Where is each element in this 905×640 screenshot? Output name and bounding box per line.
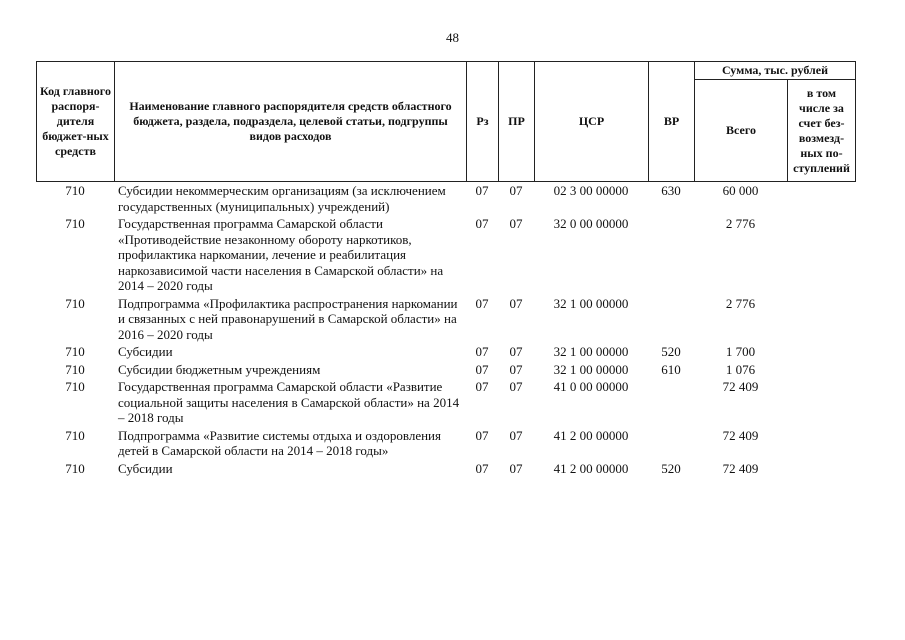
table-row: [36, 214, 855, 294]
cell-pr: 07: [509, 460, 523, 476]
table-row: [36, 342, 855, 360]
header-total: Всего: [695, 80, 788, 182]
cell-code: 710: [65, 379, 85, 394]
table-row: [36, 183, 855, 214]
cell-rz: 07: [475, 379, 489, 394]
table-row: [36, 426, 855, 459]
cell-code: 710: [65, 216, 85, 231]
cell-incl: [787, 426, 855, 459]
cell-total: 1 076: [725, 361, 756, 377]
cell-name: Субсидии: [118, 344, 173, 359]
header-rz: Рз: [467, 62, 499, 182]
cell-incl: [787, 459, 855, 477]
cell-vr: 610: [661, 361, 681, 377]
cell-vr: 520: [661, 344, 681, 359]
cell-csr: 41 2 00 00000: [553, 460, 629, 476]
cell-vr: [648, 377, 694, 426]
cell-incl: [787, 342, 855, 360]
cell-total: 2 776: [725, 295, 756, 311]
cell-pr: 07: [509, 344, 523, 359]
cell-csr: 02 3 00 00000: [553, 183, 629, 198]
cell-pr: 07: [509, 183, 523, 198]
cell-pr: 07: [509, 361, 523, 377]
cell-name: Подпрограмма «Профилактика распространения наркомании и связанных с ней правонарушений в Самарской области» на 2016 – 2020 годы: [118, 295, 458, 342]
header-incl: в том числе за счет без-возмезд-ных по-ступлений: [788, 80, 856, 182]
cell-pr: 07: [509, 295, 523, 311]
cell-vr: [648, 294, 694, 343]
cell-csr: 41 0 00 00000: [553, 379, 629, 394]
cell-total: 2 776: [725, 216, 756, 231]
cell-csr: 32 0 00 00000: [553, 216, 629, 231]
cell-name: Государственная программа Самарской области «Развитие социальной защиты населения в Самарской области» на 2014 – 2018 годы: [118, 379, 460, 425]
cell-incl: [787, 377, 855, 426]
cell-incl: [787, 294, 855, 343]
data-table: [36, 183, 855, 476]
table-row: [36, 459, 855, 477]
header-code: Код главного распоря-дителя бюджет-ных средств: [37, 62, 115, 182]
cell-rz: 07: [475, 216, 489, 231]
cell-incl: [787, 360, 855, 378]
cell-code: 710: [65, 295, 85, 311]
cell-code: 710: [65, 361, 85, 377]
header-pr: ПР: [499, 62, 535, 182]
cell-csr: 32 1 00 00000: [553, 344, 629, 359]
cell-total: 1 700: [725, 344, 756, 359]
cell-vr: [648, 214, 694, 294]
cell-rz: 07: [475, 183, 489, 198]
cell-code: 710: [65, 344, 85, 359]
cell-name: Субсидии некоммерческим организациям (за исключением государственных (муниципальных) учреждений): [118, 183, 446, 214]
cell-total: 72 409: [722, 427, 759, 443]
cell-rz: 07: [475, 427, 489, 443]
cell-incl: [787, 214, 855, 294]
cell-total: 60 000: [722, 183, 759, 198]
cell-rz: 07: [475, 361, 489, 377]
table-header: [36, 61, 856, 182]
cell-pr: 07: [509, 379, 523, 394]
table-row: [36, 360, 855, 378]
cell-pr: 07: [509, 216, 523, 231]
cell-name: Субсидии бюджетным учреждениям: [118, 361, 321, 377]
cell-csr: 41 2 00 00000: [553, 427, 629, 443]
cell-csr: 32 1 00 00000: [553, 361, 629, 377]
header-name: Наименование главного распорядителя средств областного бюджета, раздела, подраздела, целевой статьи, подгруппы видов расходов: [115, 62, 467, 182]
cell-name: Подпрограмма «Развитие системы отдыха и оздоровления детей в Самарской области на 2014 – 2018 годы»: [118, 427, 441, 458]
table-row: [36, 377, 855, 426]
cell-code: 710: [65, 427, 85, 443]
cell-code: 710: [65, 460, 85, 476]
cell-rz: 07: [475, 344, 489, 359]
cell-incl: [787, 183, 855, 214]
header-csr: ЦСР: [535, 62, 649, 182]
cell-code: 710: [65, 183, 85, 198]
table-row: [36, 294, 855, 343]
cell-csr: 32 1 00 00000: [553, 295, 629, 311]
cell-rz: 07: [475, 295, 489, 311]
cell-total: 72 409: [722, 460, 759, 476]
cell-total: 72 409: [722, 379, 759, 394]
header-sum-group: Сумма, тыс. рублей: [695, 62, 856, 80]
header-vr: ВР: [649, 62, 695, 182]
cell-name: Субсидии: [118, 460, 173, 476]
cell-vr: [648, 426, 694, 459]
cell-name: Государственная программа Самарской области «Противодействие незаконному обороту наркотиков, профилактика наркомании, лечение и реабилитация наркозависимой части населения в Самарской области» на 2014 – 2020 годы: [118, 216, 444, 293]
cell-vr: 630: [661, 183, 681, 198]
cell-vr: 520: [661, 460, 681, 476]
page-number: 48: [446, 30, 459, 45]
cell-rz: 07: [475, 460, 489, 476]
cell-pr: 07: [509, 427, 523, 443]
